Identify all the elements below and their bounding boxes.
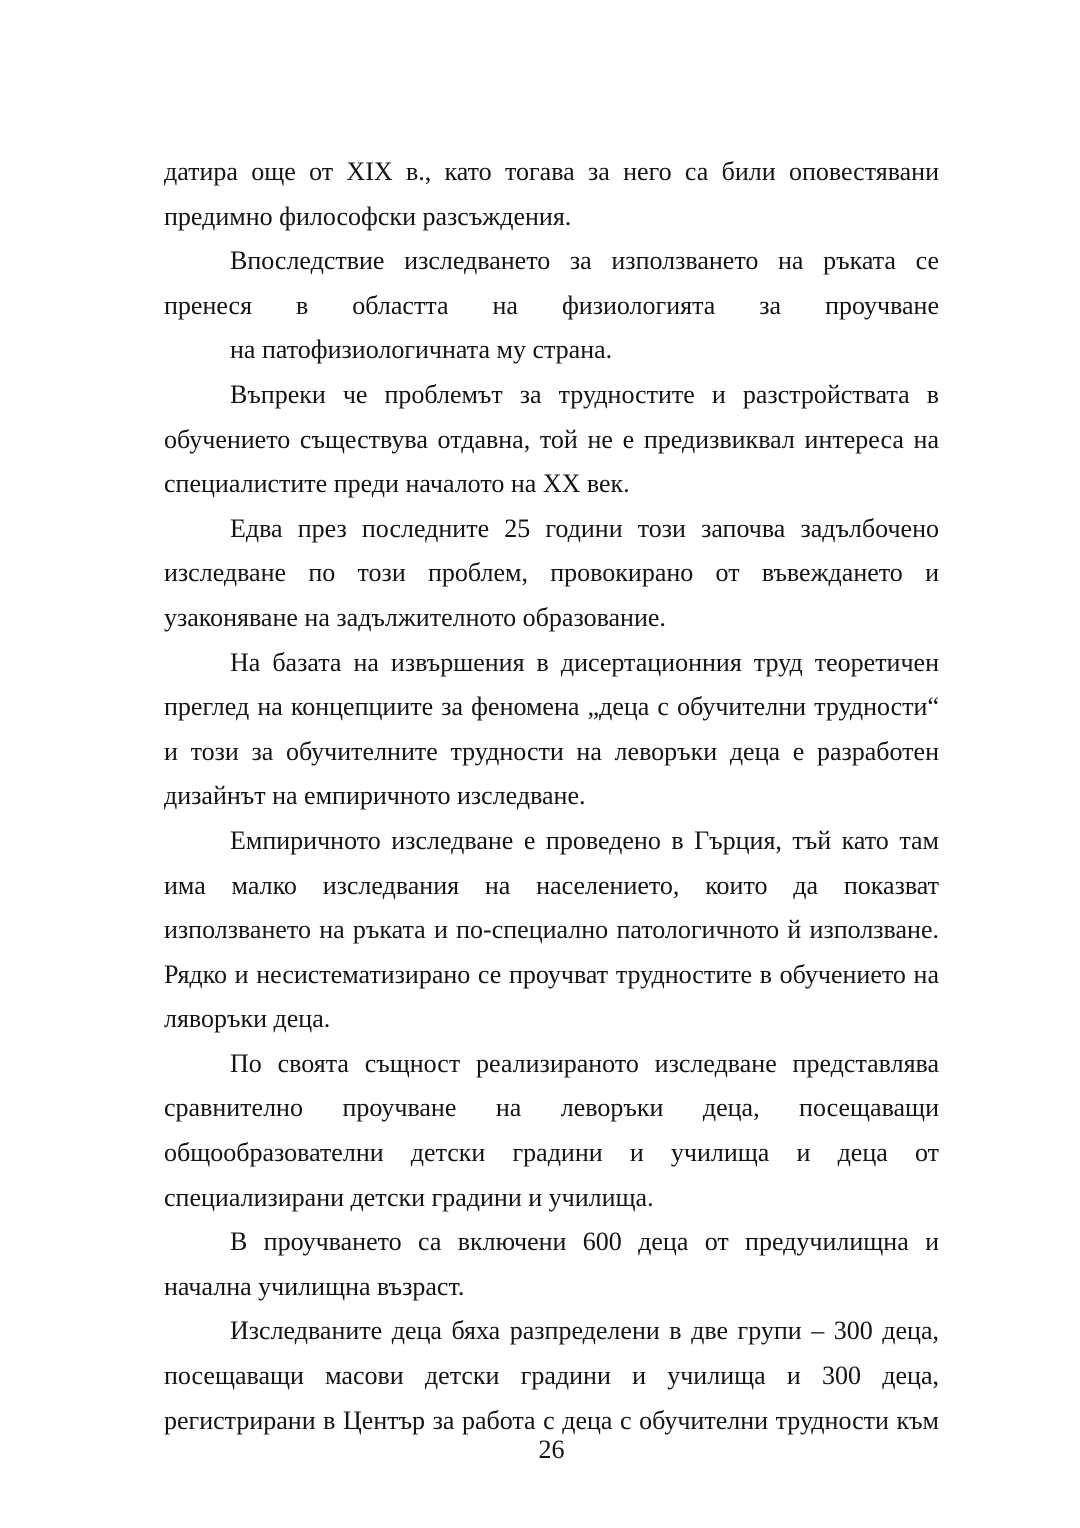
text-line: предимно философски разсъждения. (164, 201, 572, 231)
text-line: Рядко и несистематизирано се проучват трудностите в обучението на (164, 959, 939, 989)
paragraph (164, 507, 939, 641)
paragraph (164, 1309, 939, 1443)
text-line: специалистите преди началото на XX век. (164, 469, 630, 499)
text-line: Едва през последните 25 години този започва задълбочено (230, 513, 939, 543)
text-line: В проучването са включени 600 деца от предучилищна и (230, 1227, 939, 1257)
text-line: общообразователни детски градини и училища и деца от (164, 1138, 939, 1168)
paragraph (164, 373, 939, 507)
text-line: Впоследствие изследването за използването на ръката се (230, 246, 939, 276)
text-line: на патофизиологичната му страна. (230, 335, 613, 365)
paragraph (164, 819, 939, 1042)
text-line: По своята същност реализираното изследване представлява (230, 1048, 939, 1078)
text-line: ляворъки деца. (164, 1004, 331, 1034)
text-line: регистрирани в Център за работа с деца с обучителни трудности към (164, 1405, 939, 1435)
paragraph (164, 1042, 939, 1220)
text-line: сравнително проучване на леворъки деца, посещаващи (164, 1093, 939, 1123)
paragraph (164, 239, 939, 373)
text-line: специализирани детски градини и училища. (164, 1182, 654, 1212)
text-line: Изследваните деца бяха разпределени в две групи – 300 деца, (230, 1316, 939, 1346)
paragraph (164, 150, 939, 239)
paragraph (164, 1220, 939, 1309)
text-line: пренеся в областта на физиологията за проучване (164, 290, 939, 320)
text-line: На базата на извършения в дисертационния труд теоретичен (230, 647, 939, 677)
text-line: узаконяване на задължителното образование. (164, 602, 666, 632)
text-line: дизайнът на емпиричното изследване. (164, 781, 586, 811)
text-line: Въпреки че проблемът за трудностите и разстройствата в (230, 379, 939, 409)
page-body (164, 150, 939, 1443)
text-line: изследване по този проблем, провокирано от въвеждането и (164, 558, 939, 588)
text-line: и този за обучителните трудности на леворъки деца е разработен (164, 736, 939, 766)
text-line: обучението съществува отдавна, той не е предизвиквал интереса на (164, 424, 939, 454)
page-number: 26 (538, 1435, 565, 1464)
text-line: Емпиричното изследване е проведено в Гърция, тъй като там (230, 825, 939, 855)
paragraph (164, 641, 939, 819)
text-line: има малко изследвания на населението, които да показват (164, 870, 939, 900)
text-line: преглед на концепциите за феномена „деца с обучителни трудности“ (164, 692, 939, 722)
text-line: използването на ръката и по-специално патологичното й използване. (164, 915, 939, 945)
text-line: начална училищна възраст. (164, 1271, 465, 1301)
text-line: датира още от XIX в., като тогава за него са били оповестявани (164, 157, 939, 186)
text-line: посещаващи масови детски градини и училища и 300 деца, (164, 1361, 939, 1391)
